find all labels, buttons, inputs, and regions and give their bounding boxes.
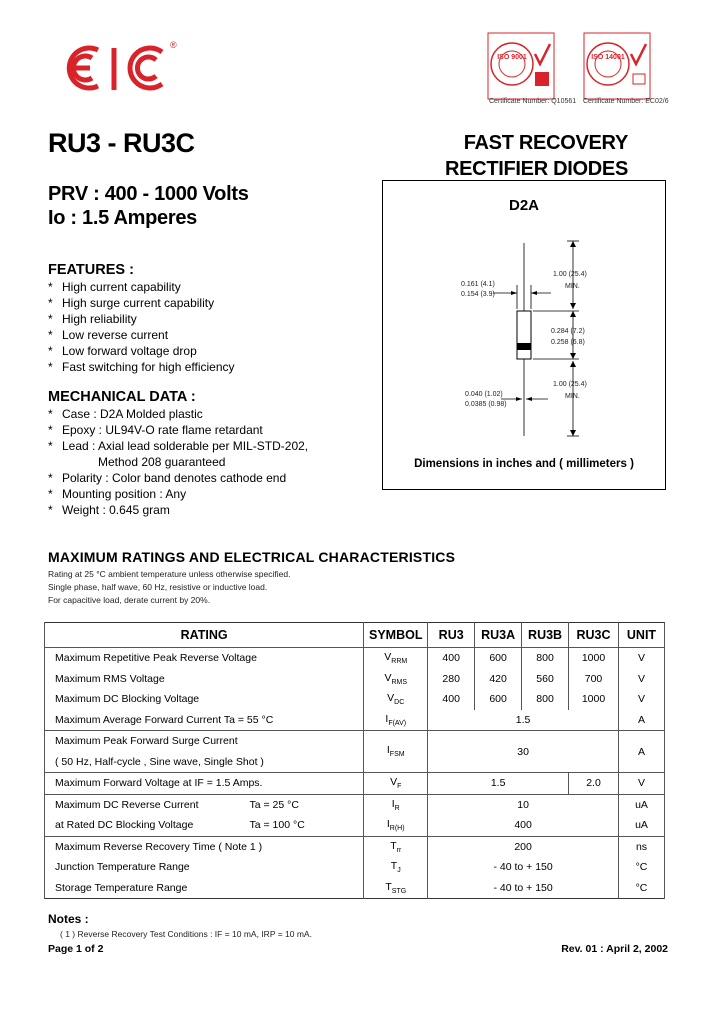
col-header: RU3C (569, 623, 619, 648)
cathode-band (517, 343, 531, 350)
condition-line: For capacitive load, derate current by 20%. (48, 595, 211, 605)
table-row: Maximum RMS Voltage $V_{RMS}$ 280 420 560 700 V (45, 669, 665, 690)
package-outline-box (382, 180, 666, 490)
list-item-continued: Method 208 guaranteed (98, 455, 226, 469)
features-list (48, 279, 235, 375)
product-type-line1: FAST RECOVERY (463, 132, 628, 154)
dim-wire-min: 0.0385 (0.98) (465, 401, 507, 408)
list-item: * Weight : 0.645 gram (48, 503, 170, 517)
registered-mark: ® (170, 40, 177, 50)
dimensions-caption: Dimensions in inches and ( millimeters ) (414, 458, 634, 470)
dim-lead-length-bottom: 1.00 (25.4) (553, 381, 587, 388)
notes-heading: Notes : (48, 912, 89, 926)
list-item: * Lead : Axial lead solderable per MIL-STD-202, (48, 439, 309, 453)
page-number: Page 1 of 2 (48, 943, 104, 955)
ratings-table (44, 622, 665, 899)
dim-min-top: MIN. (565, 283, 580, 290)
product-type-line2: RECTIFIER DIODES (445, 158, 628, 180)
list-item: * Low forward voltage drop (48, 344, 197, 358)
list-item: * Fast switching for high efficiency (48, 360, 235, 374)
seal-std: ISO 14001 (591, 54, 625, 61)
dim-body-length-min: 0.258 (6.8) (551, 339, 585, 346)
table-row: Junction Temperature Range $T_J$ - 40 to + 150 °C (45, 857, 665, 878)
mechanical-heading: MECHANICAL DATA : (48, 389, 196, 405)
revision-date: Rev. 01 : April 2, 2002 (561, 943, 668, 955)
cert-caption: Certificate Number: EC02/6 (583, 98, 669, 105)
col-header: UNIT (619, 623, 665, 648)
table-row: Maximum Forward Voltage at IF = 1.5 Amps. $V_F$ 1.5 2.0 V (45, 773, 665, 795)
dim-lead-length-top: 1.00 (25.4) (553, 271, 587, 278)
diode-outline-drawing (383, 181, 665, 489)
dim-body-length-max: 0.284 (7.2) (551, 328, 585, 335)
list-item: * Case : D2A Molded plastic (48, 407, 203, 421)
list-item: * Epoxy : UL94V-O rate flame retardant (48, 423, 263, 437)
col-header: RU3 (428, 623, 475, 648)
ratings-heading: MAXIMUM RATINGS AND ELECTRICAL CHARACTERISTICS (48, 549, 456, 565)
dim-lead-dia-max: 0.161 (4.1) (461, 281, 495, 288)
table-row: Maximum Peak Forward Surge Current $I_{FSM}$ 30 A (45, 731, 665, 752)
table-row: Storage Temperature Range $T_{STG}$ - 40 to + 150 °C (45, 878, 665, 899)
iso14001-seal (583, 32, 651, 100)
condition-line: Rating at 25 °C ambient temperature unless otherwise specified. (48, 569, 291, 579)
table-row: Maximum DC Blocking Voltage $V_{DC}$ 400 600 800 1000 V (45, 689, 665, 710)
col-header: SYMBOL (364, 623, 428, 648)
part-number-title: RU3 - RU3C (48, 128, 195, 158)
table-row: Maximum Average Forward Current Ta = 55 °C $I_{F(AV)}$ 1.5 A (45, 710, 665, 731)
dim-min-bottom: MIN. (565, 393, 580, 400)
table-row: Maximum Repetitive Peak Reverse Voltage $V_{RRM}$ 400 600 800 1000 V (45, 648, 665, 669)
dim-wire-max: 0.040 (1.02) (465, 391, 503, 398)
list-item: * High current capability (48, 280, 181, 294)
table-header-row (45, 623, 665, 648)
list-item: * Polarity : Color band denotes cathode end (48, 471, 287, 485)
eic-logo (62, 38, 182, 98)
features-heading: FEATURES : (48, 262, 134, 278)
list-item: * High surge current capability (48, 296, 215, 310)
table-row: ( 50 Hz, Half-cycle , Sine wave, Single Shot ) (45, 752, 665, 773)
table-row: Maximum Reverse Recovery Time ( Note 1 ) $T_{rr}$ 200 ns (45, 836, 665, 857)
list-item: * High reliability (48, 312, 137, 326)
col-header: RU3A (475, 623, 522, 648)
table-row: Maximum DC Reverse Current Ta = 25 °C $I_R$ 10 uA (45, 794, 665, 815)
package-name: D2A (508, 197, 539, 214)
note-1: ( 1 ) Reverse Recovery Test Conditions : IF = 10 mA, IRP = 10 mA. (60, 929, 312, 939)
col-header: RATING (45, 623, 364, 648)
list-item: * Mounting position : Any (48, 487, 187, 501)
prv-spec: PRV : 400 - 1000 Volts (48, 183, 249, 205)
list-item: * Low reverse current (48, 328, 169, 342)
condition-line: Single phase, half wave, 60 Hz, resistive or inductive load. (48, 582, 268, 592)
seal-icon (487, 32, 555, 100)
seal-icon (583, 32, 651, 100)
mechanical-list (48, 406, 308, 518)
io-spec: Io : 1.5 Amperes (48, 207, 197, 229)
dim-lead-dia-min: 0.154 (3.9) (461, 291, 495, 298)
col-header: RU3B (522, 623, 569, 648)
iso9001-seal (487, 32, 555, 100)
seal-std: ISO 9001 (497, 54, 527, 61)
diode-body (517, 311, 531, 359)
cert-caption: Certificate Number: Q10561 (489, 98, 577, 105)
table-row: at Rated DC Blocking Voltage Ta = 100 °C $I_{R(H)}$ 400 uA (45, 815, 665, 836)
